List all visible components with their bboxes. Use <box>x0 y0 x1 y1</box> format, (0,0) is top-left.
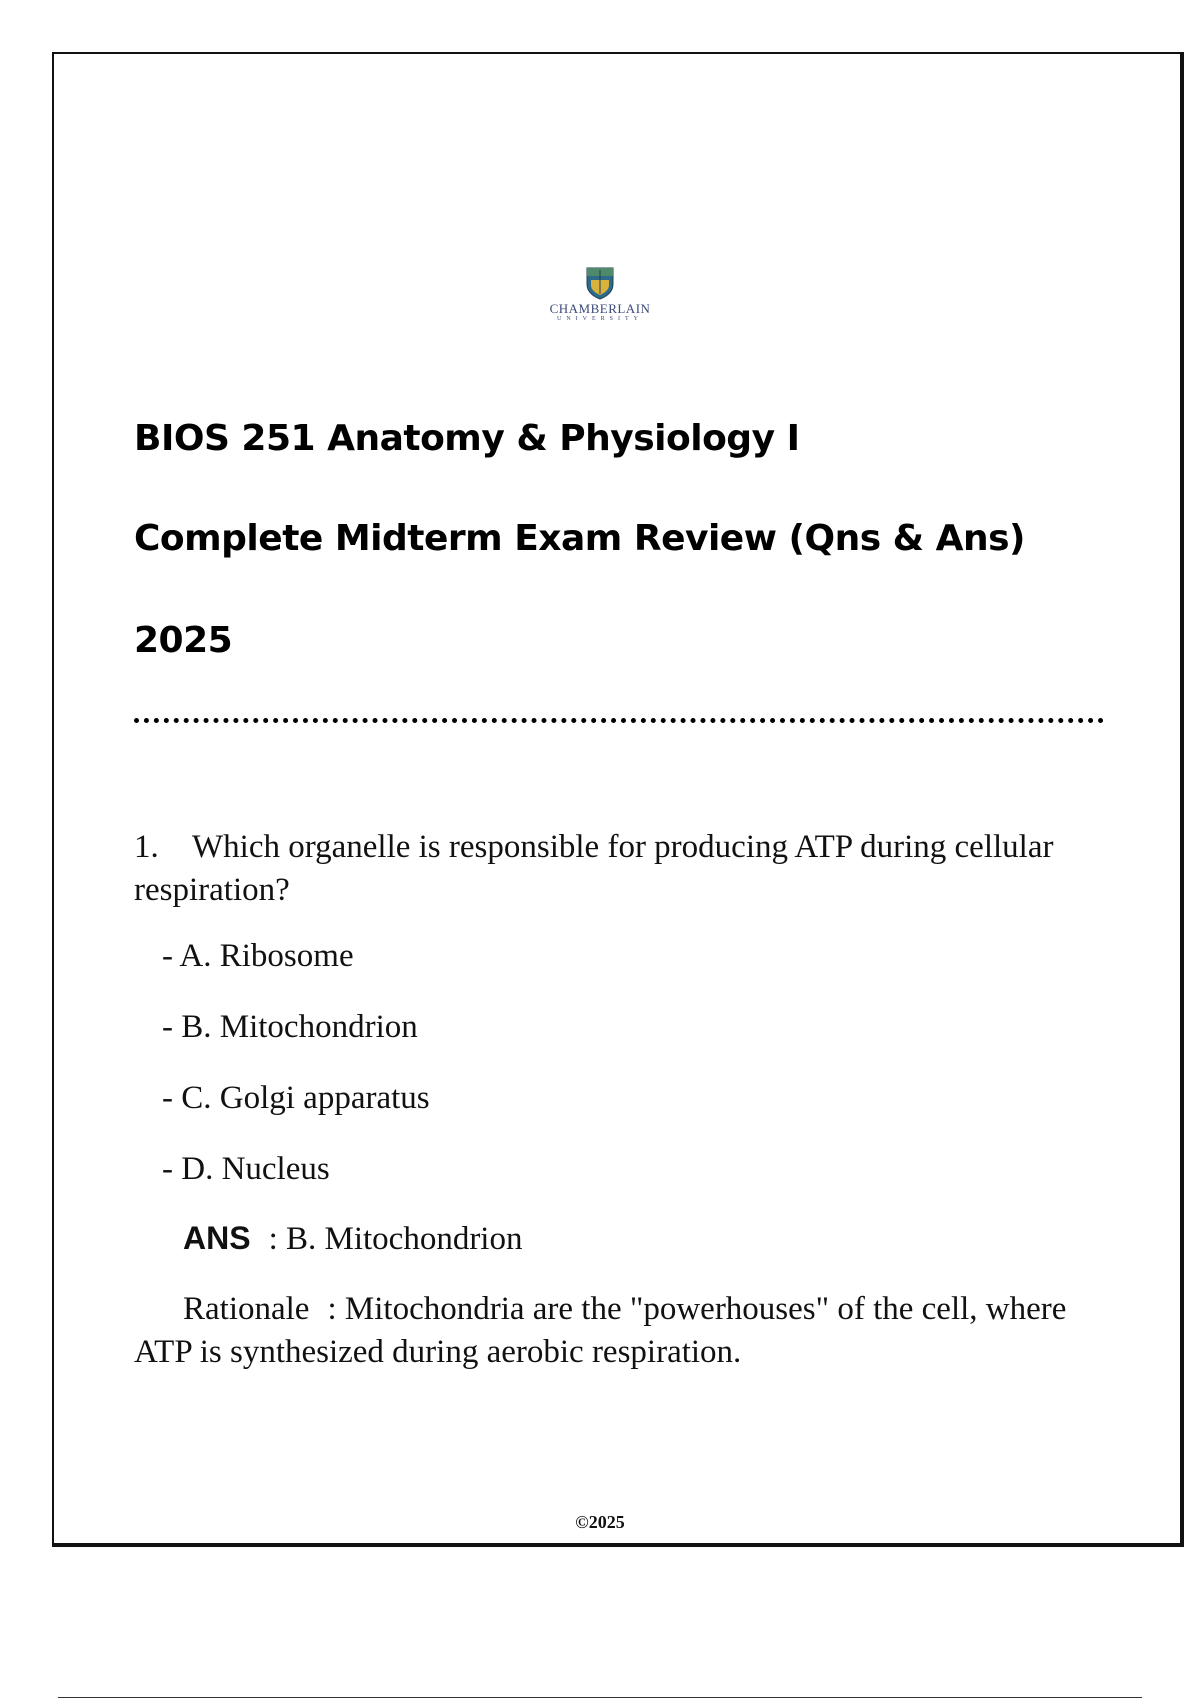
document-title-year: 2025 <box>134 620 233 661</box>
option-a: - A. Ribosome <box>162 938 354 974</box>
logo-name: CHAMBERLAIN <box>549 301 651 316</box>
document-title-review: Complete Midterm Exam Review (Qns & Ans) <box>134 518 1025 559</box>
answer-text: : B. Mitochondrion <box>268 1221 523 1257</box>
page-bottom-rule <box>58 1697 1142 1698</box>
document-title-course: BIOS 251 Anatomy & Physiology I <box>134 418 800 459</box>
question-text: Which organelle is responsible for producing ATP during cellular respiration? <box>134 829 1054 908</box>
shield-icon <box>585 266 615 300</box>
option-c: - C. Golgi apparatus <box>162 1080 430 1116</box>
rationale-label: Rationale <box>183 1291 310 1327</box>
question-stem <box>134 826 1084 912</box>
option-b: - B. Mitochondrion <box>162 1009 418 1045</box>
rationale <box>134 1288 1084 1374</box>
dotted-divider <box>134 718 1104 723</box>
logo-subtitle: UNIVERSITY <box>557 316 643 322</box>
answer-line <box>183 1218 522 1259</box>
question-number: 1. <box>134 829 159 865</box>
copyright-footer: ©2025 <box>575 1512 625 1532</box>
option-d: - D. Nucleus <box>162 1151 330 1187</box>
answer-label: ANS <box>183 1220 251 1256</box>
rationale-text: : Mitochondria are the "powerhouses" of the cell, where ATP is synthesized during aerobic respiration. <box>134 1291 1067 1370</box>
chamberlain-logo <box>535 266 665 336</box>
